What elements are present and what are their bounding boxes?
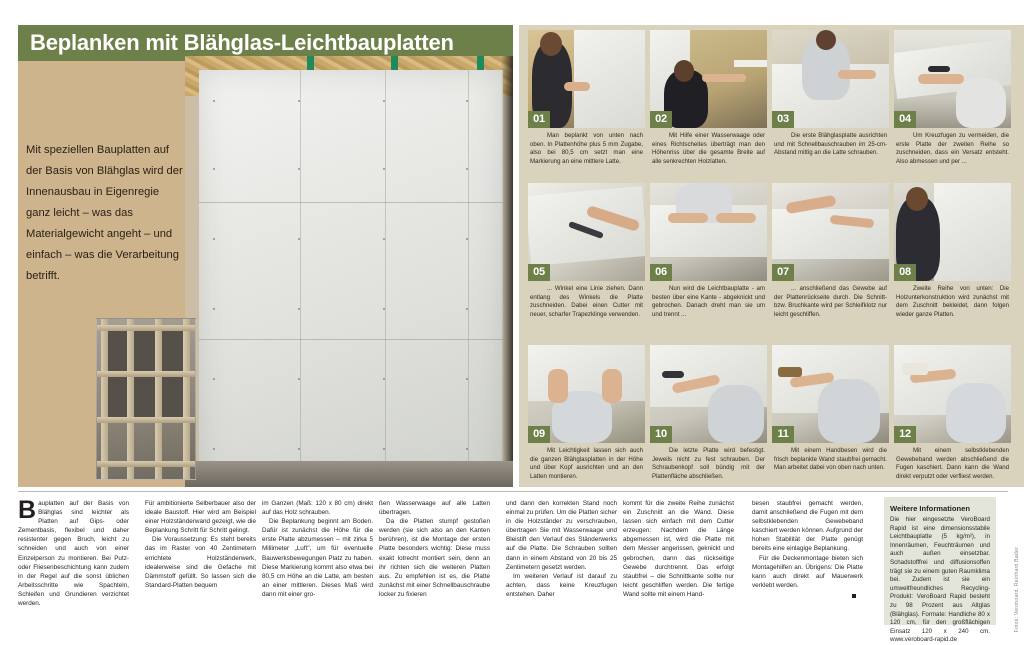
step-cell-04 — [894, 30, 1011, 166]
step-cell-02 — [650, 30, 767, 166]
step-number-05: 05 — [528, 264, 550, 281]
step-photo-03 — [772, 30, 889, 128]
body-column-5: und dann den korrekten Stand noch einmal zu prüfen. Um die Platten sicher in die Holzständer zu verschrauben, übertragen Sie mit Wasserwaage und Bleistift den Verlauf des Ständerwerks auf die Platte. Die Schrauben sollten dann in einem Abstand von 20 bis 25 Zentimetern gesetzt werden. Im weiteren Verlauf ist darauf zu achten, dass keine Kreuzfugen entstehen. Daher — [506, 500, 617, 598]
body-column-1: Bauplatten auf der Basis von Blähglas sind leichter als Platten auf Gips- oder Zementbasis, flexibel und daher resistenter gegen Bruch, leicht zu schneiden und auch von einer Einzelperson zu montieren. Bei Putz- oder Fliesenbeschichtung kann zudem in der Regel auf die sonst üblichen Arbeitsschritte wie Spachteln, Schleifen und Grundieren verzichtet werden. — [18, 496, 129, 608]
step-caption-02: Mit Hilfe einer Wasserwaage oder eines Richtscheites überträgt man den Höhenriss über die gesamte Breite auf alle senkrechten Holzlatten. — [652, 132, 765, 165]
step-photo-06 — [650, 183, 767, 281]
step-photo-09 — [528, 345, 645, 443]
info-box-heading: Weitere Informationen — [890, 504, 971, 513]
step-caption-04: Um Kreuzfugen zu vermeiden, die erste Platte der zweiten Reihe so zuschneiden, dass ein Versatz entsteht. Also abmessen und per ... — [896, 132, 1009, 165]
step-cell-10 — [650, 345, 767, 481]
body-column-7: besen staubfrei gemacht werden, damit anschließend die Fugen mit dem selbstklebenden Gewebeband kaschiert werden können. Aufgrund der hohen Stabilität der Platte genügt bereits eine einlagige Beplankung. Für die Deckenmontage bieten sich Montagehilfen an. Übrigens: Die Platte kann auch direkt auf Mauerwerk verklebt werden. — [752, 499, 863, 598]
body-text-area — [0, 489, 1024, 642]
page-title: Beplanken mit Blähglas-Leichtbauplatten — [30, 30, 454, 55]
body-column-2: Für ambitionierte Selberbauer also der ideale Baustoff. Hier wird am Beispiel einer Holzständerwand gezeigt, wie die Beplankung Schritt für Schritt gelingt. Die Voraussetzung: Es steht bereits das im Raster von 40 Zentimetern errichtete Holzständerwerk, idealerweise sind die Gefache mit Dämmstoff gefüllt. So lassen sich die Standard-Platten bequem — [145, 500, 256, 589]
plasterboard-wall — [199, 70, 503, 487]
step-caption-11: Mit einem Handbesen wird die frisch beplankte Wand staubfrei gemacht. Man arbeitet dabei von oben nach unten. — [774, 447, 887, 472]
step-number-10: 10 — [650, 426, 672, 443]
step-photo-10 — [650, 345, 767, 443]
step-cell-09 — [528, 345, 645, 481]
floor-strip — [185, 461, 513, 487]
step-number-12: 12 — [894, 426, 916, 443]
step-caption-03: Die erste Blähglasplatte ausrichten und mit Schnellbauschrauben im 25-cm-Abstand mittig an die Latte schrauben. — [774, 132, 887, 157]
step-photo-11 — [772, 345, 889, 443]
step-caption-09: Mit Leichtigkeit lassen sich auch die ganzen Blähglasplatten in der Höhe und über Kopf ausrichten und an den Latten montieren. — [530, 447, 643, 480]
step-cell-11 — [772, 345, 889, 473]
photo-shadow-edge — [501, 56, 513, 487]
step-cell-08 — [894, 183, 1011, 319]
step-cell-01 — [528, 30, 645, 166]
end-mark — [852, 594, 856, 598]
step-photo-04 — [894, 30, 1011, 128]
step-number-03: 03 — [772, 111, 794, 128]
step-photo-01 — [528, 30, 645, 128]
step-photo-07 — [772, 183, 889, 281]
inset-photo-wall-frame — [96, 318, 196, 480]
step-caption-07: ... anschließend das Gewebe auf der Plattenrückseite durch. Die Schnitt- bzw. Bruchkante wird per Schleifklotz nur leicht geschliffen. — [774, 285, 887, 318]
photo-credit: Fotos: Veroboard, Reinhard Bader — [1014, 546, 1020, 632]
info-box-text: Die hier eingesetzte VeroBoard Rapid ist eine dimensionsstabile Leichtbauplatte (5 kg/m²), in Innenräumen, Feuchträumen und auch außen einsetzbar. Schadstofffrei und diffusionsoffen trägt sie zu einem guten Raumklima bei. Zudem ist sie ein umweltfreundliches Recycling-Produkt: VeroBoard Rapid besteht zu 98 Prozent aus Altglas (Blähglas). Formate: Handliche 80 x 120 cm, für den großflächigen Einsatz 120 x 240 cm. www.veroboard-rapid.de — [890, 516, 990, 644]
divider-rule — [18, 491, 1008, 492]
body-column-3: im Ganzen (Maß: 120 x 80 cm) direkt auf das Holz schrauben. Die Beplankung beginnt am Boden. Dafür ist zunächst die Höhe für die erste Platte abzumessen – mit zirka 5 Millimeter „Luft", um für eventuelle Bauwerksbewegungen Platz zu haben. Diese Markierung kommt also etwa bei 80,5 cm Höhe an die Latte, am besten an einer mittleren. Dieses Maß wird dann mit einer gro- — [262, 500, 373, 598]
step-cell-03 — [772, 30, 889, 158]
step-number-02: 02 — [650, 111, 672, 128]
step-caption-06: Nun wird die Leichtbauplatte - am besten über eine Kante - abgeknickt und gebrochen. Danach dreht man sie um und trennt ... — [652, 285, 765, 318]
step-photo-08 — [894, 183, 1011, 281]
step-caption-12: Mit einem selbstklebenden Gewebeband werden abschließend die Fugen kaschiert. Dann kann die Wand direkt verputzt oder verfliest werden. — [896, 447, 1009, 480]
hero-photo — [185, 56, 513, 487]
step-photo-02 — [650, 30, 767, 128]
step-number-04: 04 — [894, 111, 916, 128]
info-box — [884, 497, 996, 644]
drop-cap: B — [18, 496, 37, 524]
step-number-01: 01 — [528, 111, 550, 128]
step-photo-grid — [519, 25, 1024, 487]
step-cell-06 — [650, 183, 767, 319]
feature-panel — [0, 0, 513, 488]
step-number-06: 06 — [650, 264, 672, 281]
body-column-6: kommt für die zweite Reihe zunächst ein Zuschnitt an die Wand. Diese lassen sich einfach mit dem Cutter erzeugen: Nachdem die Länge abgemessen ist, wird die Platte mit dem Messer angerissen, geknickt und gebrochen, dann das rückseitige Gewebe durchtrennt. Das erfolgt staubfrei – die Schnittkante sollte nur leicht geschliffen werden. Die fertige Wand sollte mit einem Hand- — [623, 500, 734, 598]
step-number-11: 11 — [772, 426, 794, 443]
step-cell-12 — [894, 345, 1011, 481]
step-photo-05 — [528, 183, 645, 281]
step-caption-01: Man beplankt von unten nach oben. In Plattenhöhe plus 5 mm Zugabe, also bei 80,5 cm setzt man eine Markierung an eine mittlere Latte. — [530, 132, 643, 165]
step-number-07: 07 — [772, 264, 794, 281]
step-caption-08: Zweite Reihe von unten: Die Holzunterkonstruktion wird zunächst mit dem Zuschnitt bekleidet, dann folgen wieder ganze Platten. — [896, 285, 1009, 318]
intro-text: Mit speziellen Bauplatten auf der Basis von Blähglas wird der Innenausbau in Eigenregie ganz leicht – was das Materialgewicht angeht – und einfach – was die Verarbeitung betrifft. — [26, 144, 183, 282]
body-column-4: ßen Wasserwaage auf alle Latten übertragen. Da die Platten stumpf gestoßen werden (sie sich also an den Kanten berühren), ist die Montage der ersten Platte besonders wichtig: Diese muss exakt lotrecht montiert sein, denn an ihr richten sich die weiteren Platten aus. Zu empfehlen ist es, die Platte zunächst mit einer Schnellbauschraube locker zu fixieren — [379, 500, 490, 598]
step-cell-07 — [772, 183, 889, 319]
step-caption-05: ... Winkel eine Linie ziehen. Dann entlang des Winkels die Platte zuschneiden. Dabei einen Cutter mit neuer, scharfer Trapezklinge verwenden. — [530, 285, 643, 318]
step-cell-05 — [528, 183, 645, 319]
step-number-08: 08 — [894, 264, 916, 281]
step-photo-12 — [894, 345, 1011, 443]
step-number-09: 09 — [528, 426, 550, 443]
step-caption-10: Die letzte Platte wird befestigt. Jeweils nicht zu fest schrauben. Der Schraubenkopf soll bündig mit der Plattenfläche abschließen. — [652, 447, 765, 480]
